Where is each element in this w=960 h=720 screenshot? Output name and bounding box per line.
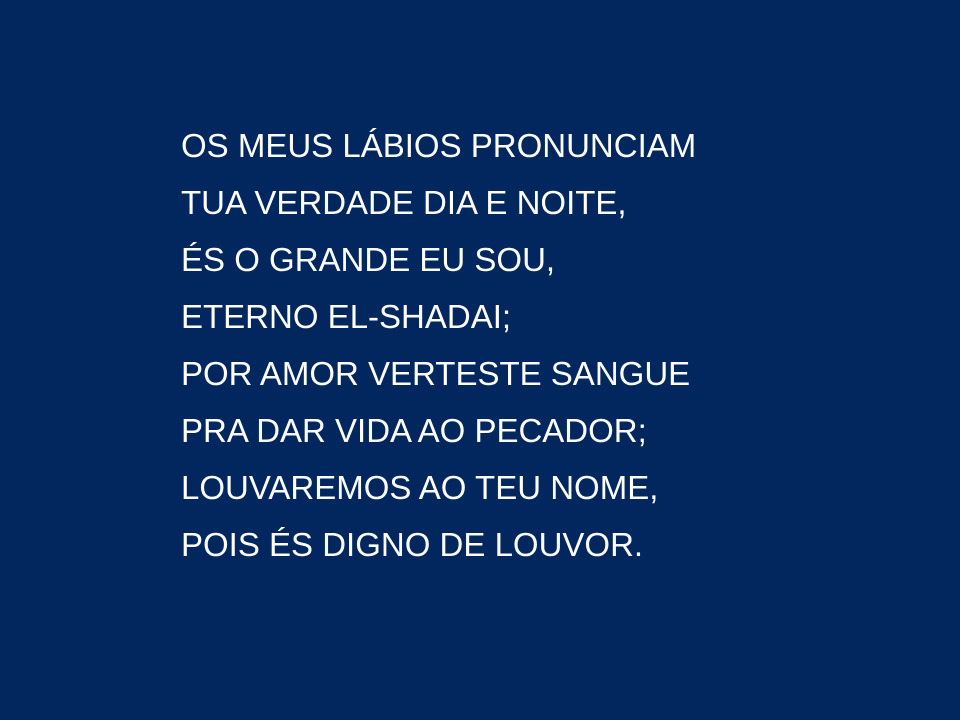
lyric-line-4: ETERNO EL-SHADAI; (181, 298, 512, 335)
lyric-line-5: POR AMOR VERTESTE SANGUE (181, 355, 691, 392)
lyric-line-2: TUA VERDADE DIA E NOITE, (181, 184, 627, 221)
lyric-line-1: OS MEUS LÁBIOS PRONUNCIAM (181, 127, 697, 164)
lyric-line-6: PRA DAR VIDA AO PECADOR; (181, 412, 647, 449)
lyric-line-7: LOUVAREMOS AO TEU NOME, (181, 469, 659, 506)
lyric-line-3: ÉS O GRANDE EU SOU, (181, 241, 556, 278)
lyric-line-8: POIS ÉS DIGNO DE LOUVOR. (181, 526, 644, 563)
lyrics-text-block (181, 117, 696, 573)
